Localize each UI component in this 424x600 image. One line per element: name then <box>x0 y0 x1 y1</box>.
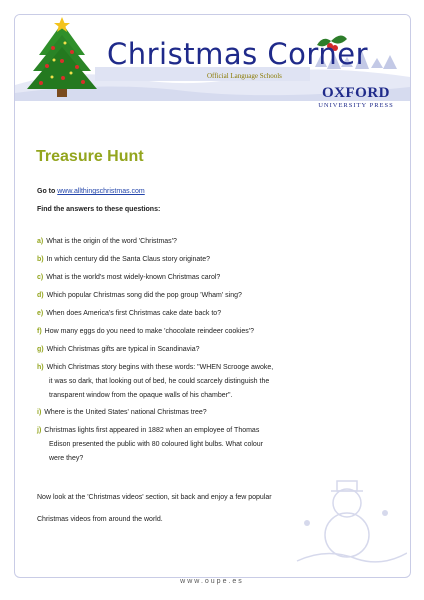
closing-paragraph <box>37 487 362 531</box>
website-link[interactable]: www.allthingschristmas.com <box>57 188 145 195</box>
worksheet-content <box>37 187 362 531</box>
goto-line <box>37 187 362 197</box>
question-item <box>37 255 362 265</box>
question-label: h) <box>37 364 44 371</box>
question-label: f) <box>37 328 42 335</box>
question-item <box>37 273 362 283</box>
question-item <box>37 363 362 402</box>
question-label: c) <box>37 274 44 281</box>
question-text: What is the origin of the word 'Christmas'? <box>46 238 177 245</box>
question-text-continued: it was so dark, that looking out of bed, he could scarcely distinguish the <box>49 378 270 385</box>
closing-line: Now look at the 'Christmas videos' section, sit back and enjoy a few popular <box>37 494 272 501</box>
brand-title: Christmas Corner <box>107 37 368 71</box>
question-text-continued: Edison presented the public with 80 coloured light bulbs. What colour <box>49 441 264 448</box>
footer-url: www.oupe.es <box>180 578 244 585</box>
christmas-tree-icon <box>23 15 103 101</box>
question-label: a) <box>37 238 44 245</box>
question-list <box>37 237 362 465</box>
publisher-subname: UNIVERSITY PRESS <box>318 102 394 109</box>
question-label: g) <box>37 346 44 353</box>
goto-label: Go to <box>37 188 56 195</box>
question-label: b) <box>37 256 44 263</box>
question-text-continued: were they? <box>49 455 84 462</box>
brand-subtitle: Official Language Schools <box>207 72 282 80</box>
publisher-logo <box>311 85 401 110</box>
question-item <box>37 327 362 337</box>
page-title: Treasure Hunt <box>36 148 144 165</box>
question-label: j) <box>37 427 42 434</box>
closing-line: Christmas videos from around the world. <box>37 516 163 523</box>
question-text: Which Christmas gifts are typical in Scandinavia? <box>46 346 200 353</box>
question-text: Which Christmas story begins with these words: "WHEN Scrooge awoke, <box>46 364 274 371</box>
question-text: In which century did the Santa Claus story originate? <box>46 256 211 263</box>
question-item <box>37 291 362 301</box>
publisher-name: OXFORD <box>322 85 390 101</box>
question-text-continued: transparent window from the opaque walls of his chamber". <box>49 392 233 399</box>
question-text: How many eggs do you need to make 'chocolate reindeer cookies'? <box>44 328 254 335</box>
question-text: Which popular Christmas song did the pop group 'Wham' sing? <box>46 292 242 299</box>
question-item <box>37 426 362 465</box>
question-text: When does America's first Christmas cake date back to? <box>46 310 222 317</box>
question-item <box>37 345 362 355</box>
question-label: e) <box>37 310 44 317</box>
instruction: Find the answers to these questions: <box>37 206 161 213</box>
question-text: What is the world's most widely-known Christmas carol? <box>46 274 221 281</box>
question-label: i) <box>37 409 42 416</box>
question-text: Christmas lights first appeared in 1882 when an employee of Thomas <box>44 427 260 434</box>
question-label: d) <box>37 292 44 299</box>
question-item <box>37 309 362 319</box>
question-item <box>37 408 362 418</box>
question-item <box>37 237 362 247</box>
question-text: Where is the United States' national Christmas tree? <box>44 409 207 416</box>
